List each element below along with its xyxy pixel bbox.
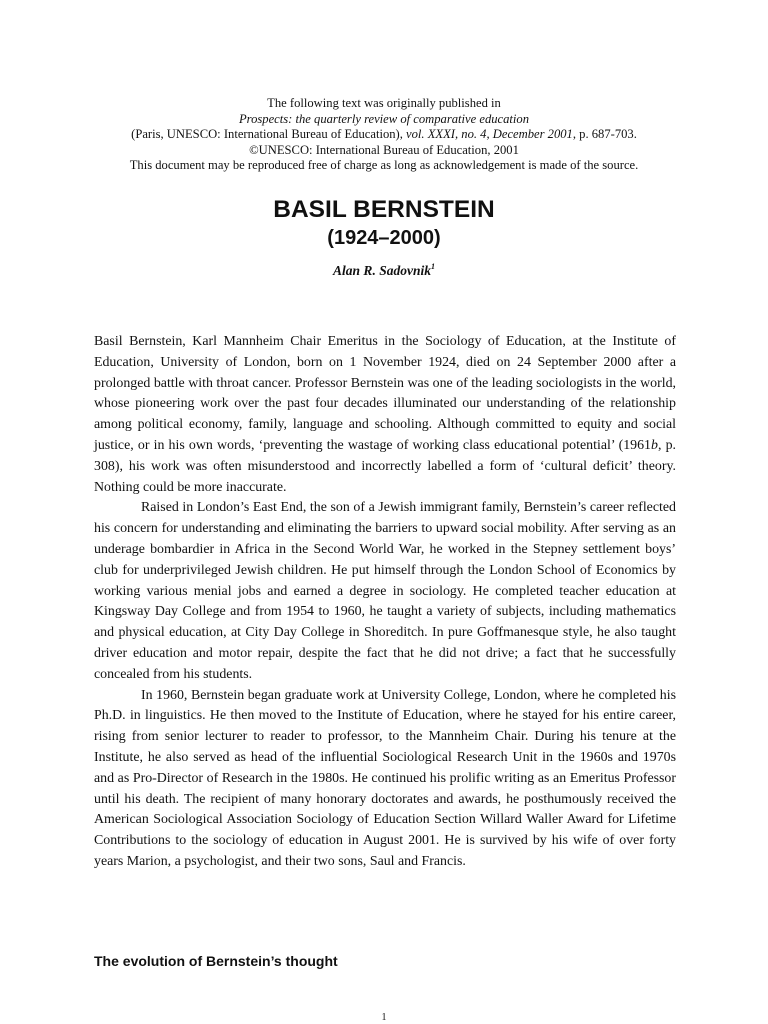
citation-year: 1961 [623, 437, 651, 453]
notice-line-3: (Paris, UNESCO: International Bureau of Education), vol. XXXI, no. 4, December 2001, p. 687-703. [131, 127, 637, 141]
author-name: Alan R. Sadovnik [333, 263, 431, 278]
notice-line-1: The following text was originally published in [267, 96, 501, 110]
volume-info: vol. XXXI, no. 4, December 2001 [406, 127, 573, 141]
copyright-line: ©UNESCO: International Bureau of Education, 2001 [249, 142, 519, 157]
citation-letter: b [651, 437, 658, 453]
reproduction-note: This document may be reproduced free of charge as long as acknowledgement is made of the source. [129, 158, 639, 172]
paragraph-1: Basil Bernstein, Karl Mannheim Chair Emeritus in the Sociology of Education, at the Institute of Education, University of London, born on 1 November 1924, died on 24 September 2000 after a prolonged battle with throat cancer. Professor Bernstein was one of the leading sociologists in the world, whose pioneering work over the past four decades illuminated our understanding of the relationship among political economy, family, language and schooling. Although committed to equity and social justice, or in his own words, ‘preventing the wastage of working class educational potential’ (1961b, p. 308), his work was often misunderstood and incorrectly labelled a form of ‘cultural deficit’ theory. Nothing could be more inaccurate. [94, 334, 676, 495]
page-title: BASIL BERNSTEIN [273, 196, 495, 223]
section-heading: The evolution of Bernstein’s thought [94, 953, 338, 969]
journal-title: Prospects: the quarterly review of comparative education [238, 111, 530, 126]
article-body [94, 332, 676, 873]
author-line [0, 263, 768, 279]
life-dates: (1924–2000) [327, 227, 441, 249]
publication-notice [0, 96, 768, 174]
page-number: 1 [381, 1012, 387, 1023]
paragraph-2: Raised in London’s East End, the son of a Jewish immigrant family, Bernstein’s career reflected his concern for understanding and eliminating the barriers to upward social mobility. After serving as an underage bombardier in Africa in the Second World War, he worked in the Stepney settlement boys’ club for underprivileged Jewish children. He put himself through the London School of Economics by working various menial jobs and earned a degree in sociology. He completed teacher education at Kingsway Day College and from 1954 to 1960, he taught a variety of subjects, including mathematics and physical education, at City Day College in Shoreditch. In pure Goffmanesque style, he also taught driver education and motor repair, despite the fact that he did not drive; a fact that he successfully concealed from his students. [94, 500, 676, 682]
paragraph-3: In 1960, Bernstein began graduate work at University College, London, where he completed his Ph.D. in linguistics. He then moved to the Institute of Education, where he stayed for his entire career, rising from senior lecturer to reader to professor, to the Mannheim Chair. During his tenure at the Institute, he also served as head of the influential Sociological Research Unit in the 1960s and 1970s and as Pro-Director of Research in the 1980s. He continued his prolific writing as an Emeritus Professor until his death. The recipient of many honorary doctorates and awards, he posthumously received the American Sociological Association Sociology of Education Section Willard Waller Award for Lifetime Contributions to the sociology of education in August 2001. He is survived by his wife of over forty years Marion, a psychologist, and their two sons, Saul and Francis. [94, 687, 676, 869]
footnote-marker[interactable]: 1 [430, 262, 435, 271]
